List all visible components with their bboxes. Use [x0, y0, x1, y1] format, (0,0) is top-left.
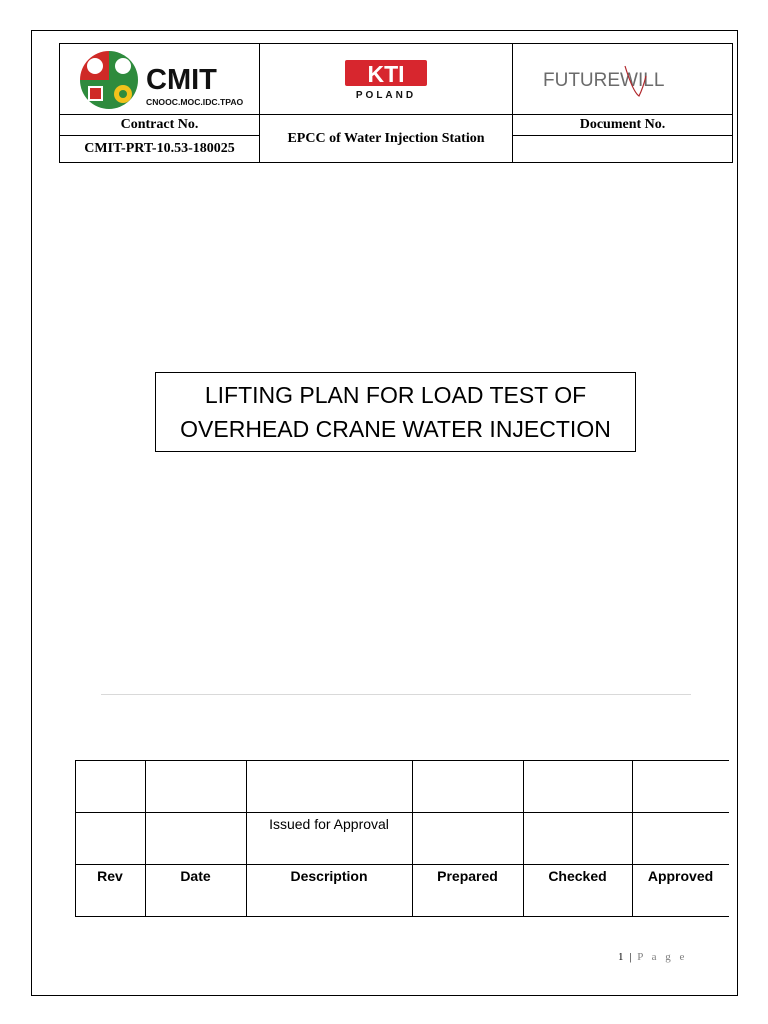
table-rule — [632, 760, 633, 917]
column-header-approved: Approved — [647, 868, 714, 884]
revision-table — [75, 760, 729, 917]
futurewill-logo-text: FUTUREWILL — [543, 70, 665, 91]
column-header-checked: Checked — [548, 868, 607, 884]
document-label-cell — [512, 114, 733, 136]
column-header-description: Description — [290, 868, 368, 884]
contract-label-cell — [59, 114, 260, 136]
contract-number: CMIT-PRT-10.53-180025 — [84, 141, 235, 156]
column-header-date: Date — [180, 868, 211, 884]
document-header — [59, 43, 733, 163]
document-label: Document No. — [579, 117, 666, 132]
document-title-box — [155, 372, 636, 452]
project-name: EPCC of Water Injection Station — [287, 130, 485, 146]
kti-logo-text: KTI — [367, 61, 405, 87]
cmit-logo — [78, 49, 248, 111]
table-rule — [75, 760, 729, 761]
page-separator: | — [629, 951, 633, 963]
page-word: P a g e — [637, 951, 688, 963]
table-rule — [246, 760, 247, 917]
cmit-logo-text: CMIT — [146, 64, 217, 96]
kti-logo-cell — [259, 43, 513, 115]
table-rule — [145, 760, 146, 917]
page-footer — [618, 951, 687, 963]
cmit-logo-cell — [59, 43, 260, 115]
column-header-prepared: Prepared — [437, 868, 498, 884]
cmit-logo-subtext: CNOOC.MOC.IDC.TPAO — [146, 97, 244, 107]
horizontal-separator — [101, 694, 691, 695]
contract-number-cell — [59, 135, 260, 163]
table-rule — [75, 760, 76, 917]
contract-label: Contract No. — [120, 117, 199, 132]
page-number: 1 — [618, 951, 625, 963]
futurewill-logo-cell — [512, 43, 733, 115]
document-title-line-2: OVERHEAD CRANE WATER INJECTION — [180, 416, 611, 442]
project-name-cell — [259, 114, 513, 163]
document-number — [513, 136, 732, 162]
table-rule — [412, 760, 413, 917]
futurewill-logo — [543, 62, 703, 98]
kti-logo-subtext: POLAND — [355, 90, 417, 100]
column-header-rev: Rev — [97, 868, 123, 884]
document-title-line-1: LIFTING PLAN FOR LOAD TEST OF — [204, 382, 587, 408]
table-cell-description: Issued for Approval — [269, 816, 389, 832]
table-rule — [523, 760, 524, 917]
document-number-cell — [512, 135, 733, 163]
table-rule — [75, 916, 729, 917]
kti-logo — [345, 60, 427, 100]
